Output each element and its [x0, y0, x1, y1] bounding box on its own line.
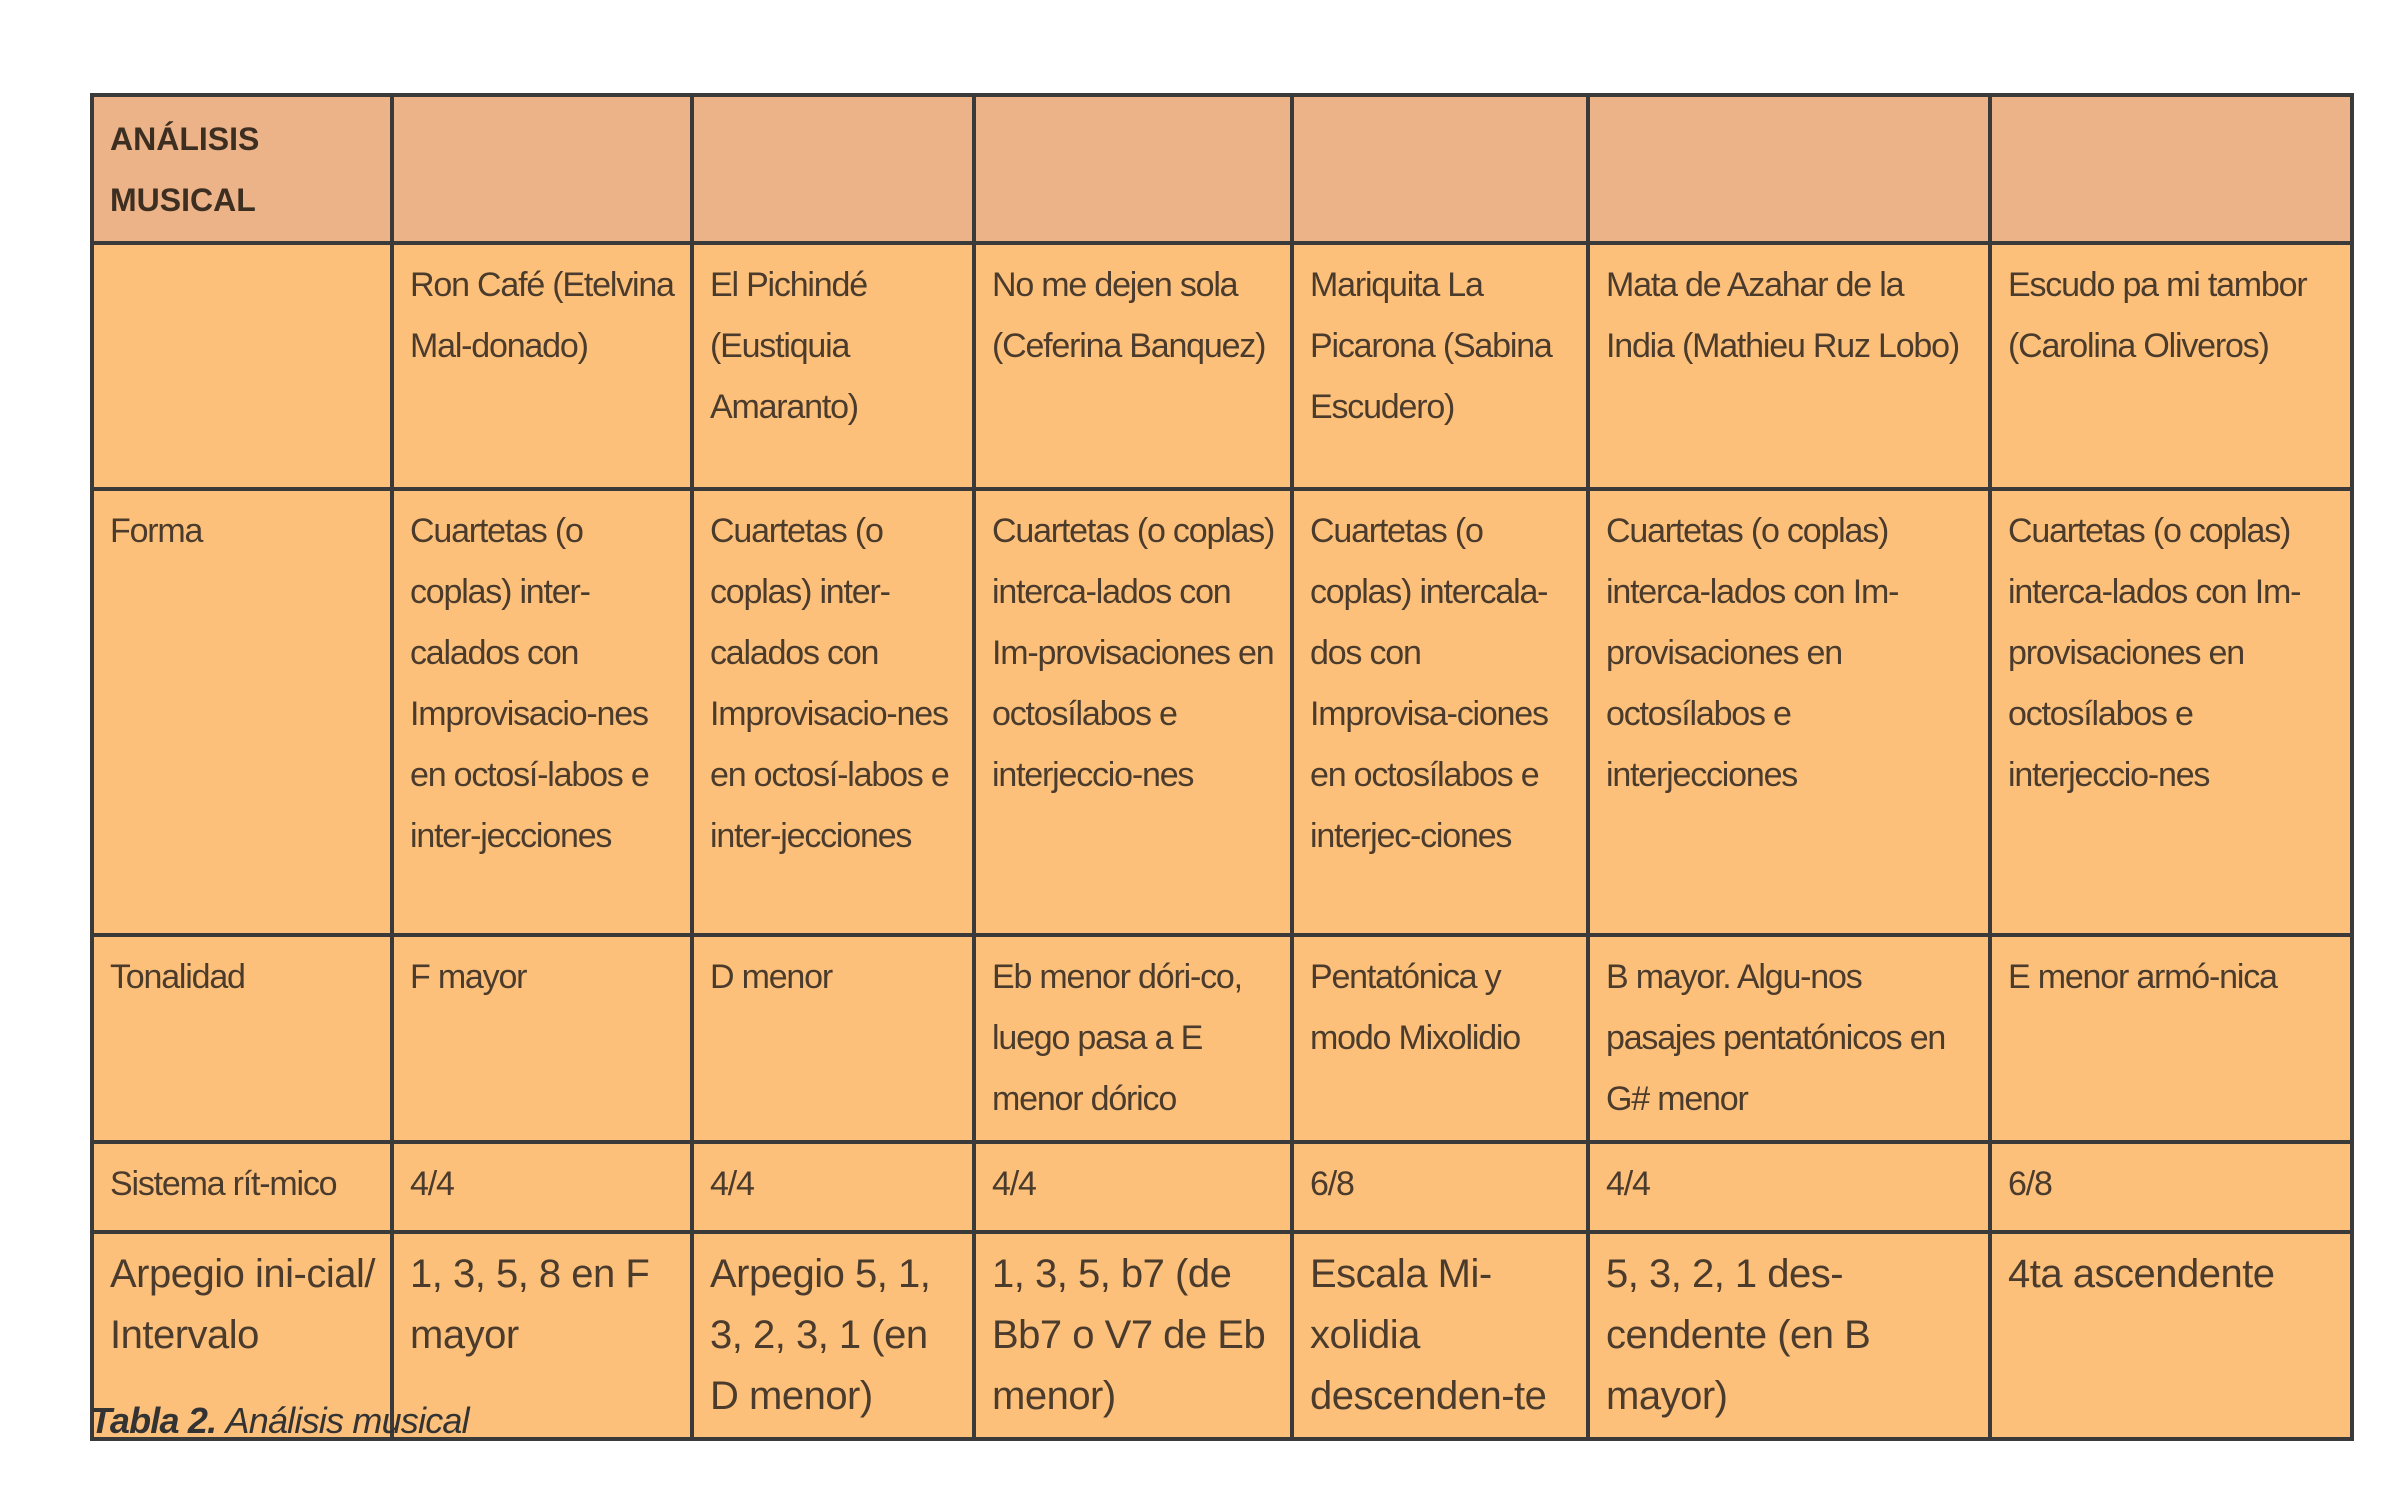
header-title-line1: ANÁLISIS [110, 121, 260, 157]
table-cell: E menor armó-nica [1990, 935, 2352, 1142]
song-names-label-cell [92, 243, 392, 489]
caption-text: Análisis musical [225, 1400, 469, 1441]
table-cell: 6/8 [1990, 1142, 2352, 1232]
song-name-cell: Mariquita La Picarona (Sabina Escudero) [1292, 243, 1588, 489]
table-cell: 6/8 [1292, 1142, 1588, 1232]
row-label-cell: Tonalidad [92, 935, 392, 1142]
song-names-row [92, 243, 2352, 489]
table-cell: 4ta ascendente [1990, 1232, 2352, 1439]
row-label-cell: Sistema rít-mico [92, 1142, 392, 1232]
table-cell: Escala Mi-xolidia descenden-te [1292, 1232, 1588, 1439]
header-empty-cell [1588, 95, 1990, 243]
table-row-tonalidad [92, 935, 2352, 1142]
header-empty-cell [392, 95, 692, 243]
table-cell: Pentatónica y modo Mixolidio [1292, 935, 1588, 1142]
music-analysis-table [90, 93, 2354, 1441]
table-cell: 4/4 [392, 1142, 692, 1232]
table-cell: Cuartetas (o coplas) interca-lados con Im-provisaciones en octosílabos e interjecciones [1588, 489, 1990, 935]
table-cell: D menor [692, 935, 974, 1142]
table-cell: 4/4 [974, 1142, 1292, 1232]
table-cell: Cuartetas (o coplas) interca-lados con Im-provisaciones en octosílabos e interjeccio-nes [974, 489, 1292, 935]
song-name-cell: No me dejen sola (Ceferina Banquez) [974, 243, 1292, 489]
table-cell: Cuartetas (o coplas) interca-lados con Im-provisaciones en octosílabos e interjeccio-nes [1990, 489, 2352, 935]
header-title-cell [92, 95, 392, 243]
table-cell: 1, 3, 5, 8 en F mayor [392, 1232, 692, 1439]
table-row-forma [92, 489, 2352, 935]
table-caption [90, 1400, 469, 1442]
table-cell: 4/4 [1588, 1142, 1990, 1232]
table-cell: Cuartetas (o coplas) intercala-dos con Improvisa-ciones en octosílabos e interjec-ciones [1292, 489, 1588, 935]
table-cell: F mayor [392, 935, 692, 1142]
caption-label: Tabla 2. [90, 1400, 217, 1441]
header-empty-cell [692, 95, 974, 243]
header-empty-cell [1990, 95, 2352, 243]
table-cell: B mayor. Algu-nos pasajes pentatónicos en G# menor [1588, 935, 1990, 1142]
song-name-cell: Escudo pa mi tambor (Carolina Oliveros) [1990, 243, 2352, 489]
table-cell: Arpegio 5, 1, 3, 2, 3, 1 (en D menor) [692, 1232, 974, 1439]
table-cell: Cuartetas (o coplas) inter-calados con Improvisacio-nes en octosí-labos e inter-jecciones [692, 489, 974, 935]
song-name-cell: Ron Café (Etelvina Mal-donado) [392, 243, 692, 489]
table-cell: 4/4 [692, 1142, 974, 1232]
table-cell: 1, 3, 5, b7 (de Bb7 o V7 de Eb menor) [974, 1232, 1292, 1439]
row-label-cell: Arpegio ini-cial/ Intervalo [92, 1232, 392, 1439]
song-name-cell: El Pichindé (Eustiquia Amaranto) [692, 243, 974, 489]
table-cell: 5, 3, 2, 1 des-cendente (en B mayor) [1588, 1232, 1990, 1439]
music-analysis-table-container [90, 93, 2350, 1441]
table-cell: Eb menor dóri-co, luego pasa a E menor dórico [974, 935, 1292, 1142]
header-empty-cell [1292, 95, 1588, 243]
header-empty-cell [974, 95, 1292, 243]
table-header-row [92, 95, 2352, 243]
header-title-line2: MUSICAL [110, 182, 256, 218]
song-name-cell: Mata de Azahar de la India (Mathieu Ruz Lobo) [1588, 243, 1990, 489]
table-cell: Cuartetas (o coplas) inter-calados con Improvisacio-nes en octosí-labos e inter-jecciones [392, 489, 692, 935]
row-label-cell: Forma [92, 489, 392, 935]
table-row-sistema-ritmico [92, 1142, 2352, 1232]
